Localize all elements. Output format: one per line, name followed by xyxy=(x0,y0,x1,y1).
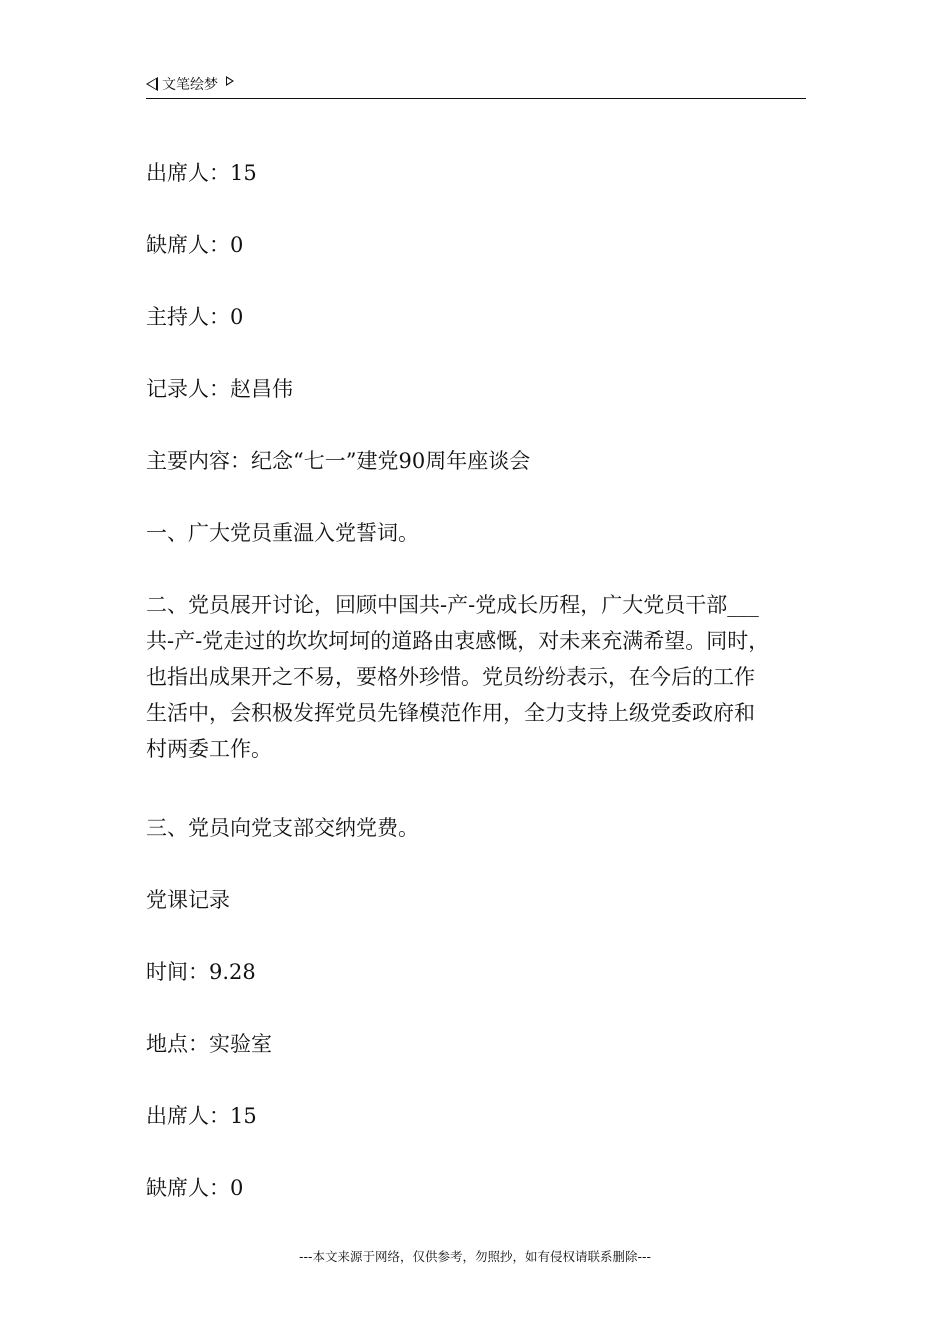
item-1: 一、广大党员重温入党誓词。 xyxy=(146,521,419,545)
main-content-line: 主要内容：纪念“七一”建党90周年座谈会 xyxy=(146,449,531,473)
item-2-line: 村两委工作。 xyxy=(146,737,272,761)
item-2-paragraph xyxy=(146,587,769,767)
item-2-line: 共-产-党走过的坎坎坷坷的道路由衷感慨，对未来充满希望。同时， xyxy=(146,629,770,653)
header-brand-text: 文笔绘梦 xyxy=(162,77,218,93)
lesson-title: 党课记录 xyxy=(146,888,230,912)
recorder-line: 记录人：赵昌伟 xyxy=(146,377,293,401)
item-2-line: 二、党员展开讨论，回顾中国共-产-党成长历程，广大党员干部___ xyxy=(146,593,759,617)
item-2-line: 也指出成果开之不易，要格外珍惜。党员纷纷表示，在今后的工作 xyxy=(146,665,755,689)
footer-disclaimer: ---本文来源于网络，仅供参考，勿照抄，如有侵权请联系删除--- xyxy=(298,1249,652,1264)
triangle-left-icon xyxy=(146,77,158,91)
attendees-line: 出席人：15 xyxy=(146,161,257,185)
page-header xyxy=(146,74,806,99)
host-line: 主持人：0 xyxy=(146,305,244,329)
header-brand xyxy=(146,74,234,94)
absent-line: 缺席人：0 xyxy=(146,233,244,257)
item-3: 三、党员向党支部交纳党费。 xyxy=(146,816,419,840)
time-line: 时间：9.28 xyxy=(146,960,256,984)
triangle-right-icon xyxy=(226,76,234,86)
absent-line-2: 缺席人：0 xyxy=(146,1176,244,1200)
attendees-line-2: 出席人：15 xyxy=(146,1104,257,1128)
item-2-line: 生活中，会积极发挥党员先锋模范作用，全力支持上级党委政府和 xyxy=(146,701,755,725)
place-line: 地点：实验室 xyxy=(146,1032,272,1056)
